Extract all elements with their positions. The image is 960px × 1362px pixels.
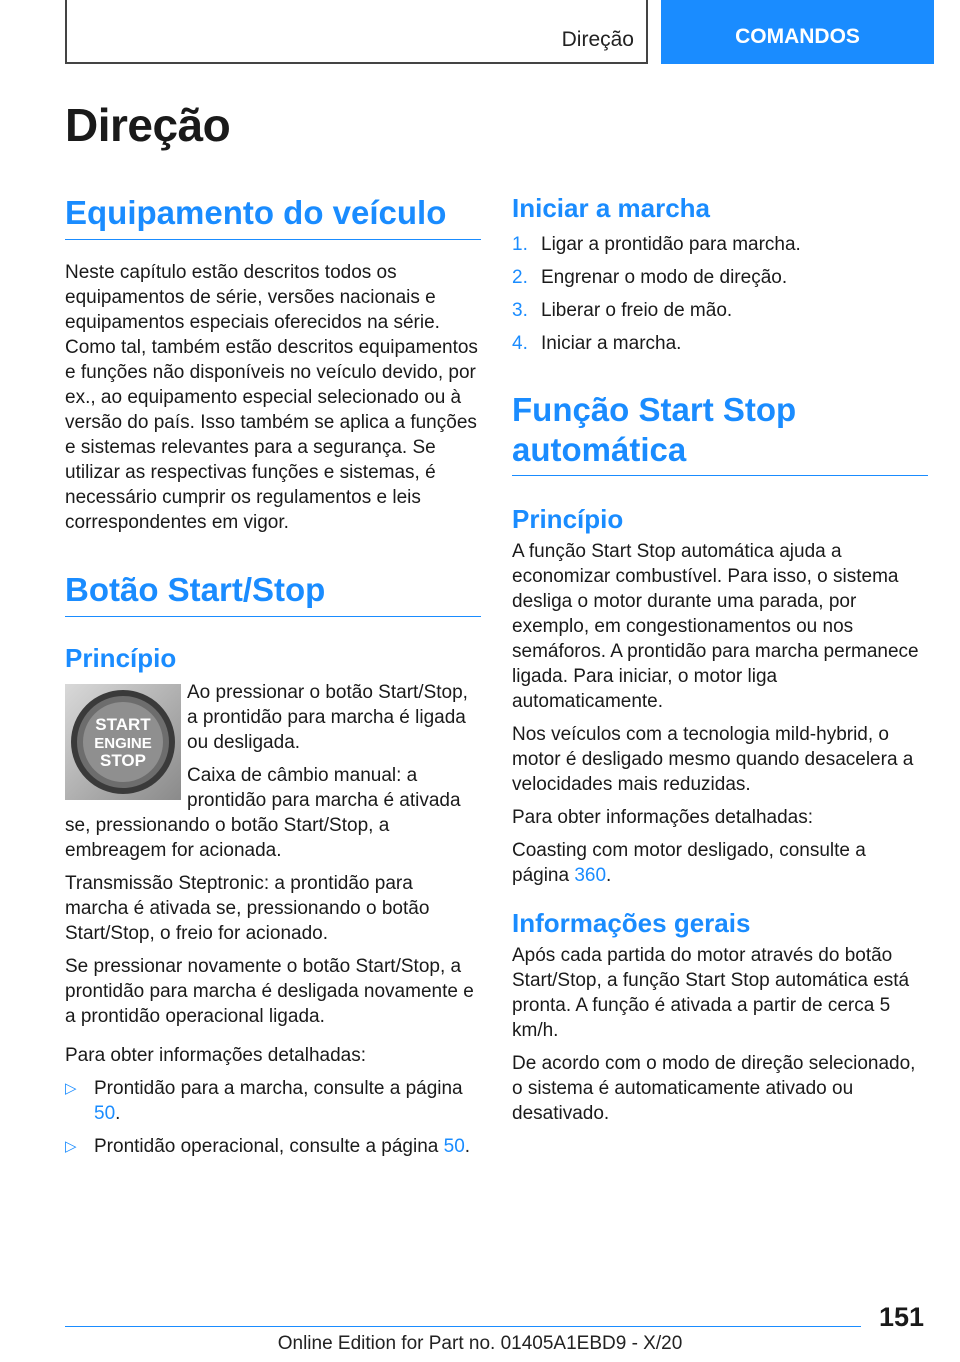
reference-item — [65, 1134, 481, 1159]
funcao-text-3: Para obter informações detalhadas: — [512, 807, 814, 829]
heading-funcao-start-stop: Função Start Stop automática — [512, 390, 928, 476]
reference-text: Prontidão para a marcha, consulte a página 50. — [94, 1077, 463, 1124]
header-section-title: Direção — [561, 28, 634, 51]
funcao-text-4: Coasting com motor desligado, consulte a página 360. — [512, 840, 866, 887]
triangle-bullet-icon: ▷ — [65, 1137, 77, 1155]
heading-botao-start-stop: Botão Start/Stop — [65, 570, 481, 617]
page-title: Direção — [65, 99, 231, 151]
reference-list — [65, 1076, 481, 1159]
step-text: Ligar a prontidão para marcha. — [541, 234, 801, 255]
section-botao-start-stop — [65, 570, 481, 1167]
info-text-1: Após cada partida do motor através do botão Start/Stop, a função Start Stop automática está pronta. A função é ativada a partir de cerca 5 km/h. — [512, 945, 910, 1042]
section-equipamento — [65, 193, 481, 543]
page-link[interactable]: 50 — [443, 1135, 465, 1157]
step-item — [512, 265, 928, 290]
steps-list — [512, 232, 928, 356]
principio-text-4: Se pressionar novamente o botão Start/Stop, a prontidão para marcha é desligada novamente e a prontidão operacional ligada. — [65, 955, 474, 1027]
step-text: Iniciar a marcha. — [541, 333, 682, 354]
page-link[interactable]: 50 — [94, 1102, 116, 1124]
step-item — [512, 298, 928, 323]
info-text-2: De acordo com o modo de direção selecionado, o sistema é automaticamente ativado ou desativado. — [512, 1053, 916, 1125]
page-link[interactable]: 360 — [574, 865, 607, 887]
section-iniciar-marcha — [512, 193, 928, 364]
heading-informacoes-gerais: Informações gerais — [512, 908, 751, 939]
triangle-bullet-icon: ▷ — [65, 1079, 77, 1097]
footer-edition: Online Edition for Part no. 01405A1EBD9 - X/20 — [277, 1333, 683, 1354]
funcao-text-2: Nos veículos com a tecnologia mild-hybrid, o motor é desligado mesmo quando desacelera a velocidades mais reduzidas. — [512, 724, 914, 796]
reference-text: Prontidão operacional, consulte a página 50. — [94, 1135, 471, 1157]
heading-iniciar-marcha: Iniciar a marcha — [512, 193, 710, 223]
step-number: 3. — [512, 300, 528, 321]
image-text-stop: STOP — [100, 750, 146, 770]
start-engine-stop-button-image — [65, 684, 181, 800]
funcao-text-1: A função Start Stop automática ajuda a economizar combustível. Para isso, o sistema desliga o motor durante uma parada, por exemplo, em congestionamentos ou nos semáforos. A prontidão para marcha permanece ligada. Para iniciar, o motor liga automaticamente. — [512, 541, 919, 713]
step-number: 1. — [512, 234, 528, 255]
header-frame — [65, 0, 648, 64]
footer-divider — [65, 1326, 861, 1327]
reference-item — [65, 1076, 481, 1126]
heading-equipamento: Equipamento do veículo — [65, 193, 481, 240]
step-text: Liberar o freio de mão. — [541, 300, 733, 321]
step-text: Engrenar o modo de direção. — [541, 267, 788, 288]
step-number: 2. — [512, 267, 528, 288]
heading-principio-left: Princípio — [65, 642, 177, 673]
step-number: 4. — [512, 333, 528, 354]
equipamento-text: Neste capítulo estão descritos todos os equipamentos de série, versões nacionais e equipamentos especiais oferecidos na série. Como tal, também estão descritos equipamentos e funções não disponíveis no veículo devido, por ex., ao equipamento especial selecionado ou à versão do país. Isso também se aplica a funções e sistemas relevantes para a segurança. Se utilizar as respectivas funções e sistemas, é necessário cumprir os regulamentos e leis correspondentes em vigor. — [65, 261, 478, 533]
image-text-start: START — [95, 714, 151, 734]
page-number: 151 — [878, 1302, 924, 1332]
principio-text-5: Para obter informações detalhadas: — [65, 1044, 367, 1066]
principio-text-3: Transmissão Steptronic: a prontidão para marcha é ativada se, pressionando o botão Start/Stop, o freio for acionado. — [65, 872, 430, 944]
step-item — [512, 331, 928, 356]
principio-text-2: Caixa de câmbio manual: a prontidão para marcha é ativada se, pressionando o botão Start/Stop, a embreagem for acionada. — [65, 764, 461, 861]
section-funcao-start-stop — [512, 390, 928, 1134]
heading-principio-right: Princípio — [512, 504, 624, 535]
step-item — [512, 232, 928, 257]
header-chapter-tab[interactable]: COMANDOS — [661, 0, 934, 64]
principio-text-1: Ao pressionar o botão Start/Stop, a prontidão para marcha é ligada ou desligada. — [187, 681, 468, 753]
image-text-engine: ENGINE — [94, 734, 152, 752]
